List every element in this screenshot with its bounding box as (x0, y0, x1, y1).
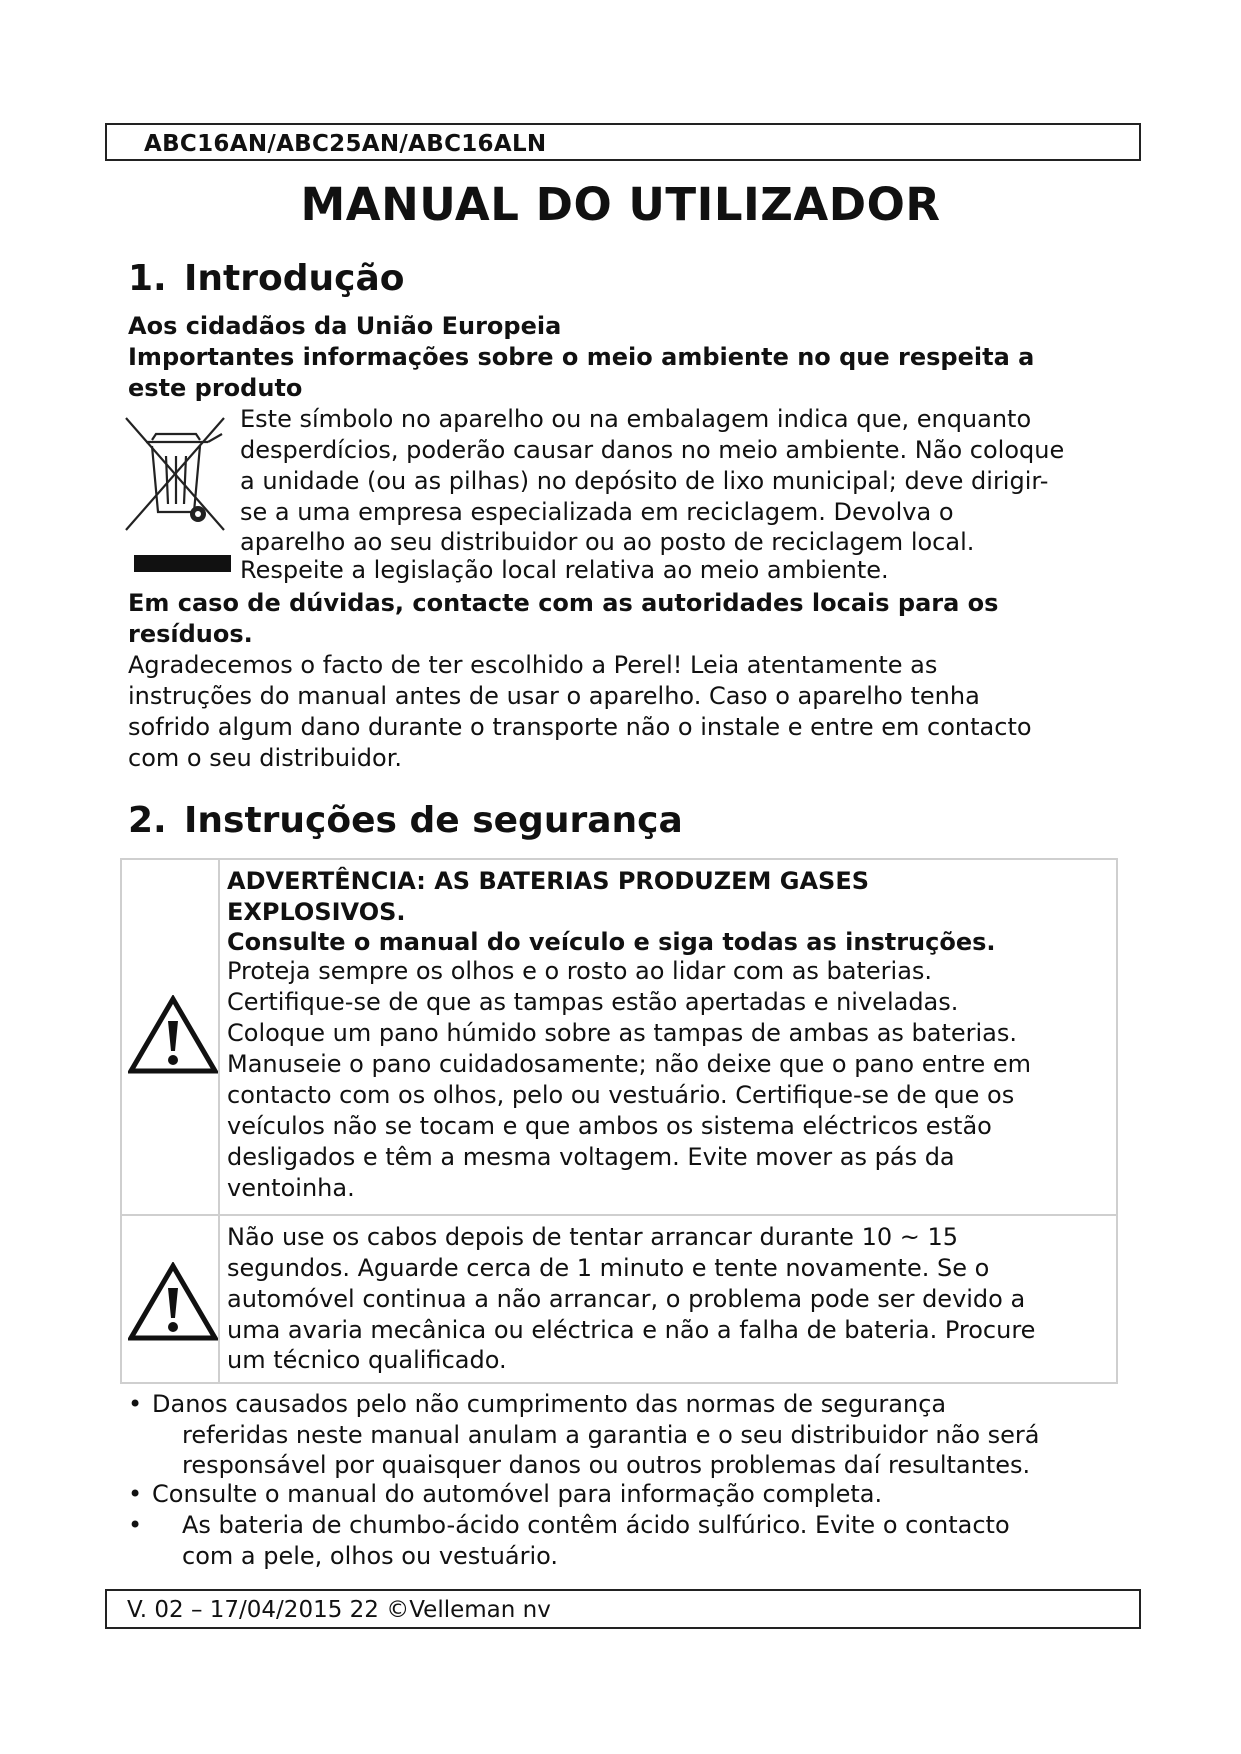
bullet-icon: • (128, 1390, 143, 1418)
weee-paragraph (240, 404, 1064, 584)
warning-triangle-icon (128, 1262, 218, 1342)
text-line: Proteja sempre os olhos e o rosto ao lidar com as baterias. (227, 957, 933, 985)
safety-bullet-list (122, 1389, 1122, 1572)
list-item (122, 1479, 1122, 1510)
text-line: segundos. Aguarde cerca de 1 minuto e tente novamente. Se o (227, 1254, 990, 1282)
section-2-title: Instruções de segurança (184, 800, 683, 841)
text-line: desligados e têm a mesma voltagem. Evite mover as pás da (227, 1143, 955, 1171)
text-line: Não use os cabos depois de tentar arrancar durante 10 ~ 15 (227, 1223, 959, 1251)
text-line: referidas neste manual anulam a garantia e o seu distribuidor não será (182, 1421, 1040, 1449)
text-line: ventoinha. (227, 1174, 355, 1202)
footer-box (105, 1589, 1141, 1629)
section-1-title: Introdução (184, 258, 405, 299)
eu-citizens-line: Aos cidadãos da União Europeia (128, 312, 562, 340)
doubt-line-1: Em caso de dúvidas, contacte com as autoridades locais para os (128, 589, 999, 617)
list-item (122, 1389, 1122, 1479)
thanks-paragraph (128, 650, 1032, 774)
text-line: Respeite a legislação local relativa ao meio ambiente. (240, 556, 889, 584)
text-line: com o seu distribuidor. (128, 744, 402, 772)
text-line: uma avaria mecânica ou eléctrica e não a falha de bateria. Procure (227, 1316, 1036, 1344)
warning-icon-cell (122, 860, 220, 1214)
footer-text: V. 02 – 17/04/2015 22 ©Velleman nv (127, 1597, 551, 1623)
text-line: Este símbolo no aparelho ou na embalagem indica que, enquanto (240, 405, 1032, 433)
text-line: instruções do manual antes de usar o aparelho. Caso o aparelho tenha (128, 682, 980, 710)
text-line: responsável por quaisquer danos ou outros problemas daí resultantes. (182, 1451, 1031, 1479)
text-line: Certifique-se de que as tampas estão apertadas e niveladas. (227, 988, 959, 1016)
text-line: se a uma empresa especializada em reciclagem. Devolva o (240, 498, 954, 526)
bullet-icon: • (128, 1511, 143, 1539)
page-title: MANUAL DO UTILIZADOR (300, 178, 941, 231)
bullet-icon: • (128, 1480, 143, 1508)
weee-bin-icon (124, 412, 242, 582)
env-info-line-1: Importantes informações sobre o meio ambiente no que respeita a (128, 343, 1035, 371)
text-line: Manuseie o pano cuidadosamente; não deixe que o pano entre em (227, 1050, 1031, 1078)
text-line: um técnico qualificado. (227, 1346, 507, 1374)
warning-bold-line: ADVERTÊNCIA: AS BATERIAS PRODUZEM GASES (227, 867, 869, 895)
warning-text-1 (227, 866, 1107, 1204)
warning-row-1 (122, 860, 1116, 1216)
warning-bold-line: EXPLOSIVOS. (227, 898, 406, 926)
text-line: Danos causados pelo não cumprimento das normas de segurança (152, 1390, 947, 1418)
section-1-number: 1. (128, 258, 167, 299)
text-line: aparelho ao seu distribuidor ou ao posto de reciclagem local. (240, 528, 975, 556)
text-line: a unidade (ou as pilhas) no depósito de lixo municipal; deve dirigir- (240, 467, 1049, 495)
warning-triangle-icon (128, 995, 218, 1075)
warning-text-2 (227, 1222, 1107, 1374)
section-1-heading (128, 258, 404, 299)
text-line: Coloque um pano húmido sobre as tampas de ambas as baterias. (227, 1019, 1018, 1047)
text-line: automóvel continua a não arrancar, o problema pode ser devido a (227, 1285, 1026, 1313)
text-line: veículos não se tocam e que ambos os sistema eléctricos estão (227, 1112, 992, 1140)
text-line: As bateria de chumbo-ácido contêm ácido sulfúrico. Evite o contacto (182, 1511, 1010, 1539)
text-line: contacto com os olhos, pelo ou vestuário. Certifique-se de que os (227, 1081, 1015, 1109)
warning-row-2 (122, 1216, 1116, 1382)
model-number: ABC16AN/ABC25AN/ABC16ALN (144, 131, 547, 157)
warning-bold-line: Consulte o manual do veículo e siga todas as instruções. (227, 928, 996, 956)
warning-table (120, 858, 1118, 1384)
text-line: Consulte o manual do automóvel para informação completa. (152, 1480, 883, 1508)
env-info-line-2: este produto (128, 374, 303, 402)
text-line: com a pele, olhos ou vestuário. (182, 1542, 559, 1570)
text-line: sofrido algum dano durante o transporte não o instale e entre em contacto (128, 713, 1032, 741)
list-item (122, 1510, 1122, 1572)
doubt-line-2: resíduos. (128, 620, 253, 648)
warning-icon-cell (122, 1216, 220, 1382)
section-2-heading (128, 800, 683, 841)
section-2-number: 2. (128, 800, 167, 841)
text-line: desperdícios, poderão causar danos no meio ambiente. Não coloque (240, 436, 1065, 464)
header-box (105, 123, 1141, 161)
text-line: Agradecemos o facto de ter escolhido a Perel! Leia atentamente as (128, 651, 938, 679)
